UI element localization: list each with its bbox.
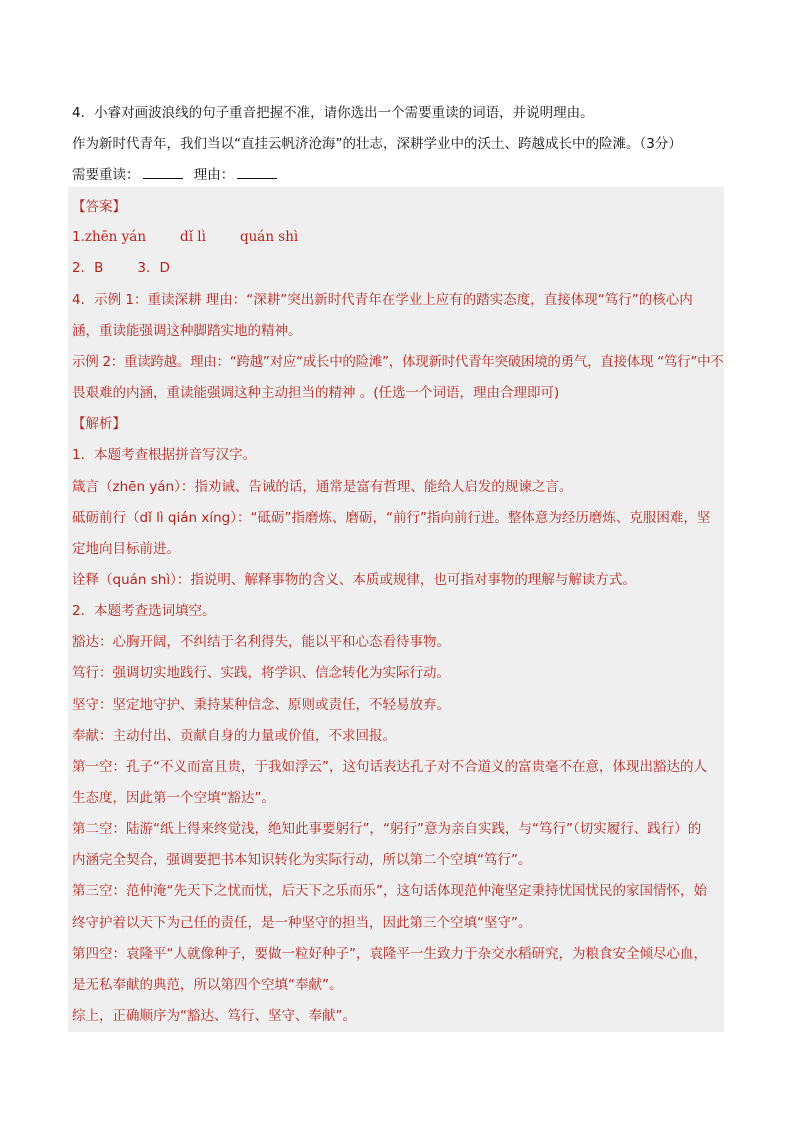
stress-word-blank[interactable] xyxy=(143,166,183,179)
fill-label-reason: 理由： xyxy=(193,167,235,183)
analysis-line: 第一空：孔子“不义而富且贵，于我如浮云”，这句话表达孔子对不合道义的富贵毫不在意，体现出豁达的人 xyxy=(72,759,707,775)
answer-4-example-2-line-2: 畏艰难的内涵，重读能强调这种主动担当的精神 。(任选一个词语，理由合理即可) xyxy=(72,385,560,401)
analysis-line: 第三空：范仲淹“先天下之忧而忧，后天下之乐而乐”，这句话体现范仲淹坚定秉持忧国忧民的家国情怀，始 xyxy=(72,883,707,899)
answer-2-3 xyxy=(72,259,170,277)
answer-4-example-1-line-2: 涵，重读能强调这种脚踏实地的精神。 xyxy=(72,323,302,339)
analysis-line: 终守护着以天下为己任的责任，是一种坚守的担当，因此第三个空填“坚守”。 xyxy=(72,915,532,931)
question-4-fill-line xyxy=(72,166,280,184)
analysis-line: 第四空：袁隆平“人就像种子，要做一粒好种子”，袁隆平一生致力于杂交水稻研究，为粮食安全倾尽心血， xyxy=(72,946,707,962)
analysis-line: 2．本题考查选词填空。 xyxy=(72,603,216,619)
answer-header: 【答案】 xyxy=(72,199,126,215)
answer-4-example-1-line-1: 4．示例 1：重读深耕 理由：“深耕”突出新时代青年在学业上应有的踏实态度，直接体现“笃行”的核心内 xyxy=(72,292,693,308)
answer-1-pinyin xyxy=(72,228,298,246)
question-4-sentence: 作为新时代青年，我们当以“直挂云帆济沧海”的壮志，深耕学业中的沃土、跨越成长中的险滩。（3分） xyxy=(72,136,682,152)
analysis-line: 诠释（quán shì）：指说明、解释事物的含义、本质或规律，也可指对事物的理解与解读方式。 xyxy=(72,572,636,588)
answer-2: 2．B xyxy=(72,260,104,276)
analysis-line: 箴言（zhēn yán）：指劝诫、告诫的话，通常是富有哲理、能给人启发的规谏之言。 xyxy=(72,479,573,495)
answer-1-pinyin-2: dǐ lì xyxy=(180,229,206,245)
analysis-line: 坚守：坚定地守护、秉持某种信念、原则或责任，不轻易放弃。 xyxy=(72,697,450,713)
answer-3: 3．D xyxy=(137,260,170,276)
answer-1-pinyin-1: zhēn yán xyxy=(84,229,147,245)
answer-4-example-2-line-1: 示例 2：重读跨越。理由：“跨越”对应“成长中的险滩”，体现新时代青年突破困境的勇气，直接体现 “笃行”中不 xyxy=(72,354,724,370)
question-4-prompt: 4．小睿对画波浪线的句子重音把握不准，请你选出一个需要重读的词语，并说明理由。 xyxy=(72,105,594,121)
analysis-line: 是无私奉献的典范，所以第四个空填“奉献”。 xyxy=(72,977,343,993)
analysis-line: 砥砺前行（dǐ lì qián xíng）：“砥砺”指磨炼、磨砺，“前行”指向前行进。整体意为经历磨炼、克服困难，坚 xyxy=(72,510,711,526)
analysis-line: 奉献：主动付出、贡献自身的力量或价值，不求回报。 xyxy=(72,728,396,744)
reason-blank[interactable] xyxy=(237,166,277,179)
analysis-line: 豁达：心胸开阔，不纠结于名利得失，能以平和心态看待事物。 xyxy=(72,634,450,650)
analysis-header: 【解析】 xyxy=(72,416,126,432)
analysis-line: 内涵完全契合，强调要把书本知识转化为实际行动，所以第二个空填“笃行”。 xyxy=(72,852,532,868)
analysis-line: 生态度，因此第一个空填“豁达”。 xyxy=(72,790,275,806)
answer-1-pinyin-3: quán shì xyxy=(239,229,299,245)
analysis-line: 综上，正确顺序为“豁达、笃行、坚守、奉献”。 xyxy=(72,1008,356,1024)
analysis-line: 1．本题考查根据拼音写汉字。 xyxy=(72,447,257,463)
analysis-line: 第二空：陆游“纸上得来终觉浅，绝知此事要躬行”，“躬行”意为亲自实践，与“笃行”（切实履行、践行）的 xyxy=(72,821,702,837)
analysis-line: 笃行：强调切实地践行、实践，将学识、信念转化为实际行动。 xyxy=(72,665,450,681)
analysis-line: 定地向目标前进。 xyxy=(72,541,180,557)
answer-1-number: 1. xyxy=(72,229,85,245)
fill-label-stress: 需要重读： xyxy=(72,167,140,183)
